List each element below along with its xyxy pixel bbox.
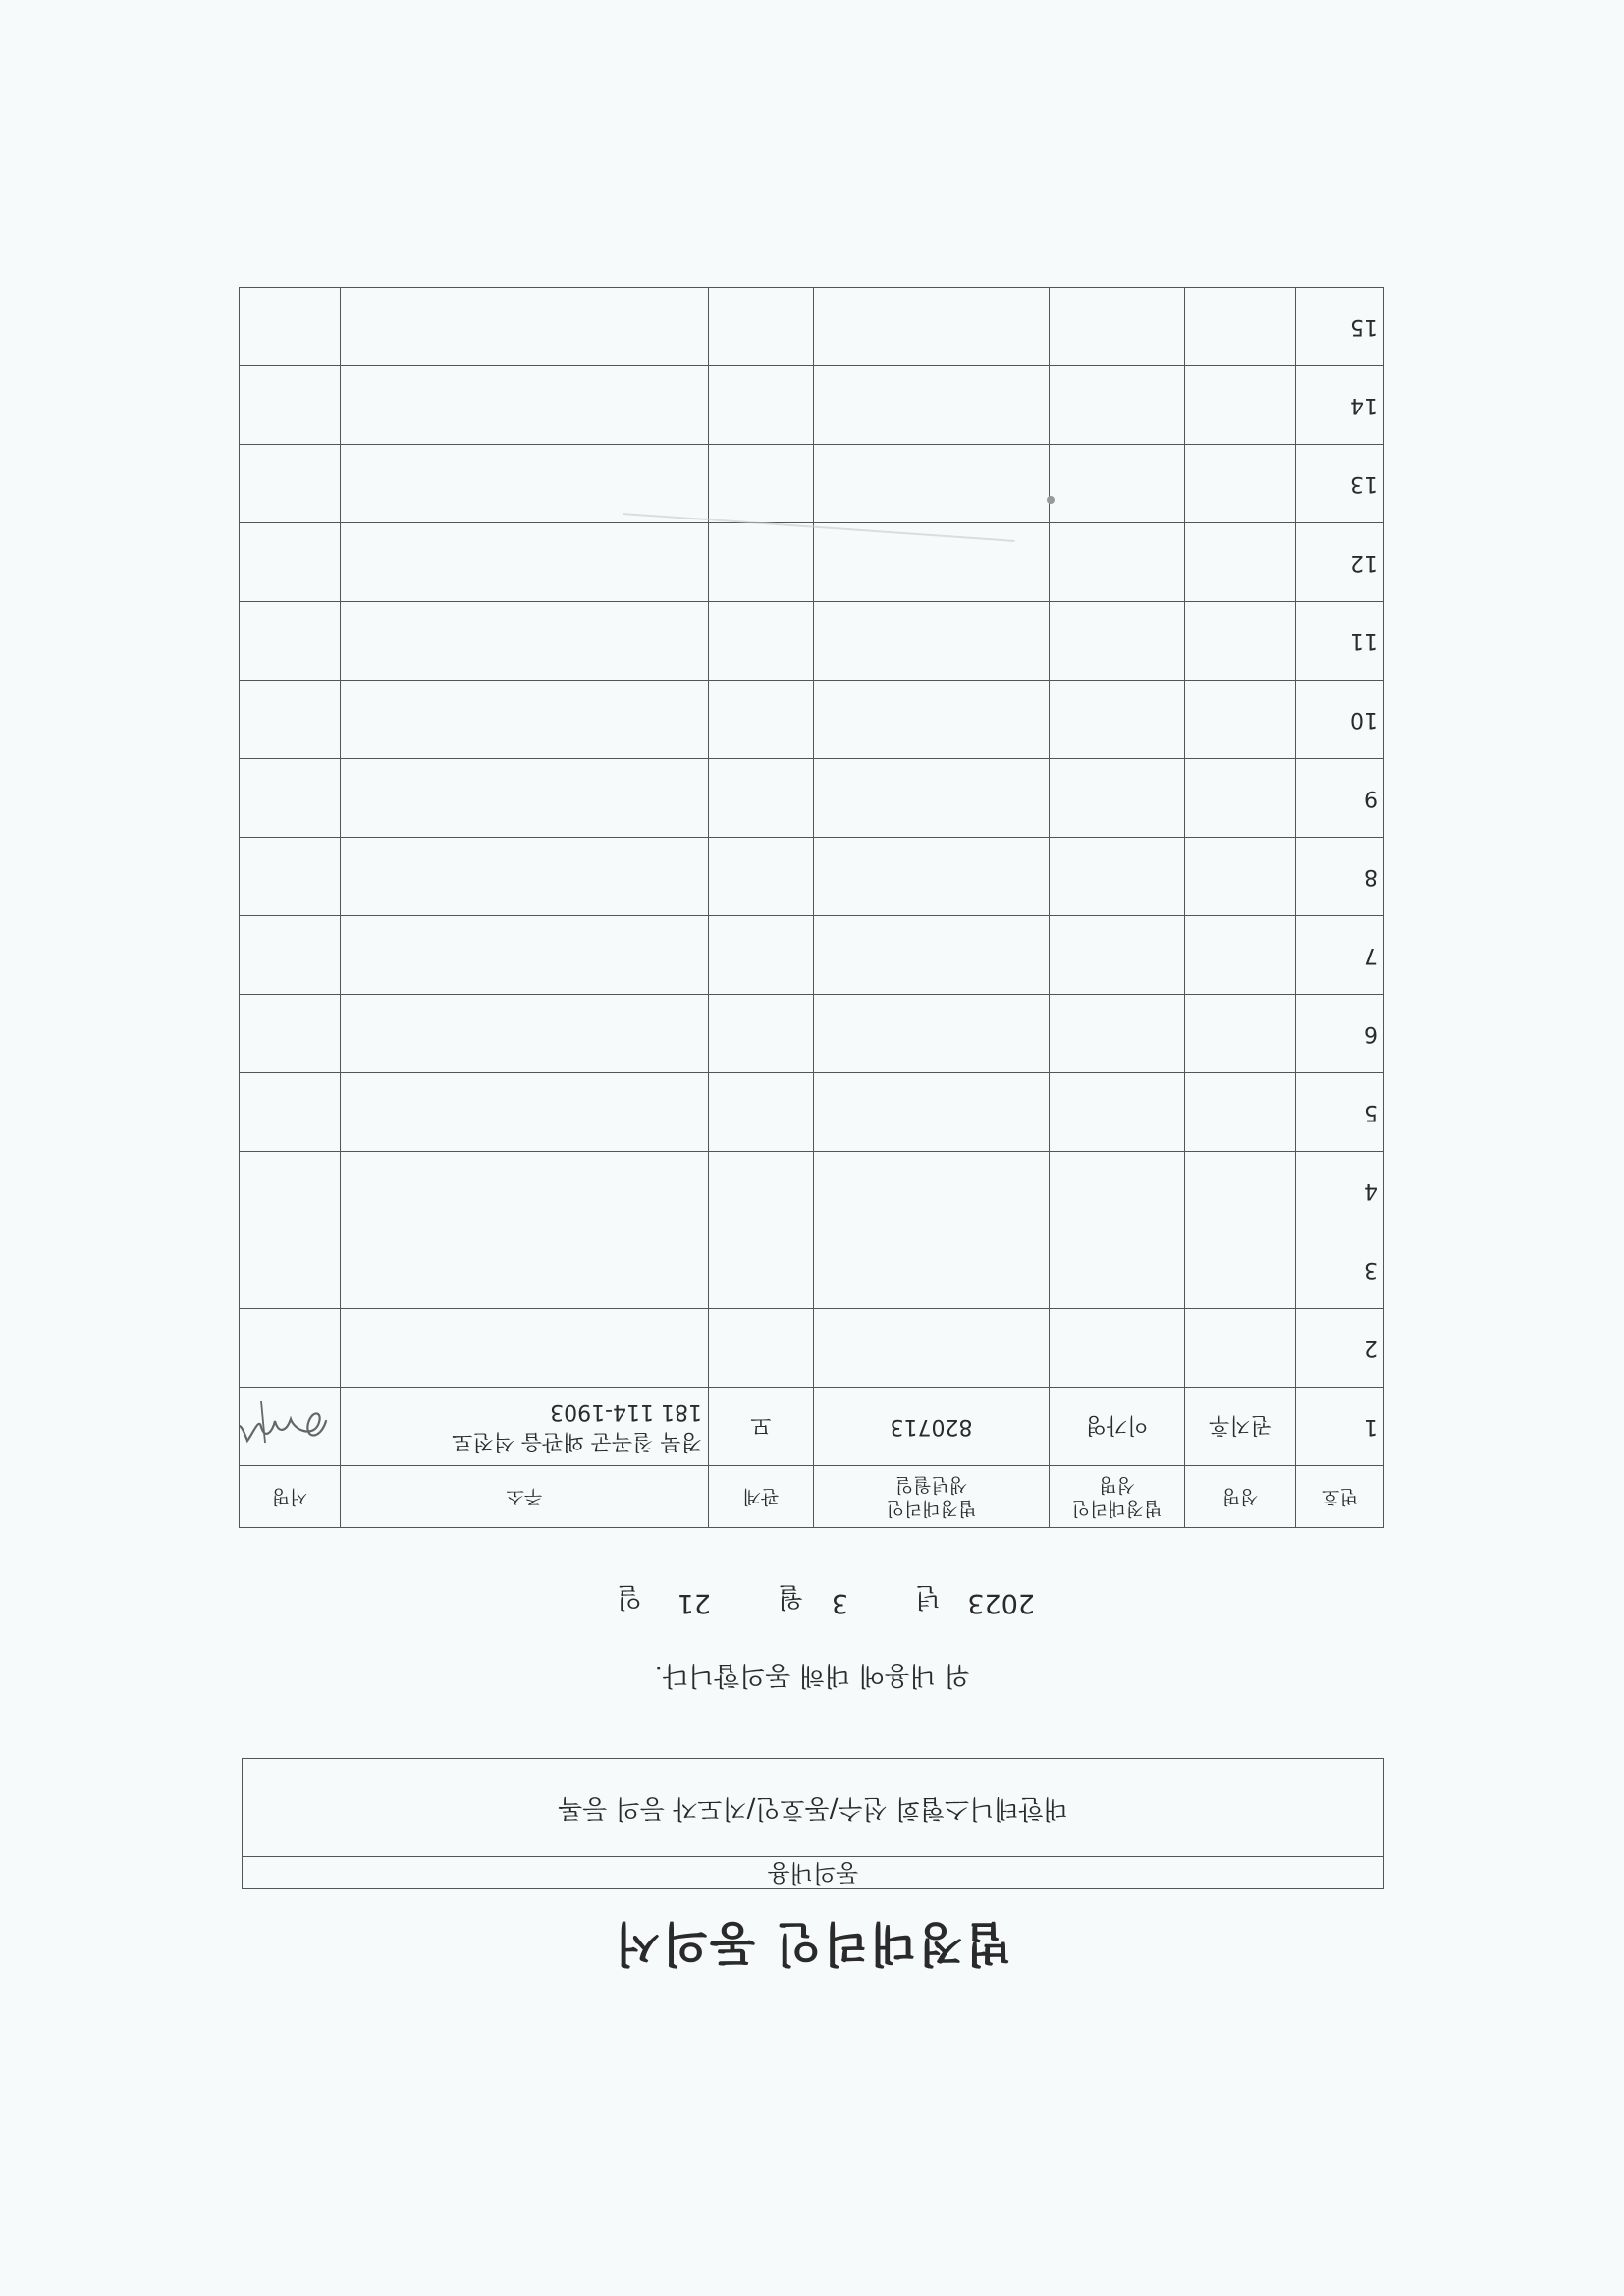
cell-relation (709, 995, 814, 1073)
cell-name (1185, 366, 1296, 445)
cell-address (341, 838, 709, 916)
cell-guardian-birth (814, 1073, 1050, 1152)
cell-signature (240, 995, 341, 1073)
cell-name (1185, 838, 1296, 916)
cell-no: 10 (1296, 681, 1384, 759)
table-row (240, 445, 1384, 523)
cell-address (341, 523, 709, 602)
consent-body: 대한테니스협회 선수/동호인/지도자 등의 등록 (558, 1793, 1068, 1823)
header-relation: 관계 (709, 1466, 814, 1528)
date-year-unit: 년 (914, 1581, 941, 1612)
cell-name (1185, 602, 1296, 681)
cell-signature (240, 366, 341, 445)
cell-guardian-name (1050, 838, 1185, 916)
cell-name (1185, 759, 1296, 838)
date-line (485, 1579, 1035, 1618)
header-guardian-name: 법정대리인 성명 (1050, 1466, 1185, 1528)
cell-relation (709, 445, 814, 523)
cell-name (1185, 995, 1296, 1073)
cell-guardian-name (1050, 523, 1185, 602)
cell-guardian-name (1050, 1073, 1185, 1152)
cell-guardian-birth (814, 995, 1050, 1073)
cell-guardian-name (1050, 1230, 1185, 1309)
cell-relation (709, 1230, 814, 1309)
cell-relation: 모 (709, 1388, 814, 1466)
cell-relation (709, 838, 814, 916)
cell-guardian-name (1050, 366, 1185, 445)
table-row (240, 1230, 1384, 1309)
cell-address (341, 1309, 709, 1388)
cell-no: 3 (1296, 1230, 1384, 1309)
cell-guardian-birth: 820713 (814, 1388, 1050, 1466)
cell-no: 8 (1296, 838, 1384, 916)
consent-box (242, 1758, 1384, 1889)
cell-address (341, 681, 709, 759)
cell-no: 1 (1296, 1388, 1384, 1466)
cell-signature (240, 1388, 341, 1466)
header-signature: 서명 (240, 1466, 341, 1528)
cell-relation (709, 759, 814, 838)
cell-signature (240, 916, 341, 995)
cell-guardian-birth (814, 445, 1050, 523)
table-row (240, 1388, 1384, 1466)
cell-address (341, 1152, 709, 1230)
cell-no: 9 (1296, 759, 1384, 838)
cell-address (341, 288, 709, 366)
table-row (240, 1309, 1384, 1388)
cell-guardian-birth (814, 288, 1050, 366)
cell-guardian-name (1050, 995, 1185, 1073)
cell-name: 권지후 (1185, 1388, 1296, 1466)
cell-relation (709, 366, 814, 445)
cell-signature (240, 681, 341, 759)
cell-guardian-birth (814, 1230, 1050, 1309)
consent-header: 동의내용 (243, 1856, 1383, 1888)
cell-guardian-name (1050, 288, 1185, 366)
cell-relation (709, 681, 814, 759)
table-row (240, 288, 1384, 366)
cell-relation (709, 1309, 814, 1388)
cell-name (1185, 288, 1296, 366)
cell-name (1185, 1309, 1296, 1388)
cell-no: 4 (1296, 1152, 1384, 1230)
cell-guardian-name (1050, 1152, 1185, 1230)
cell-address (341, 1388, 709, 1466)
cell-guardian-name (1050, 602, 1185, 681)
cell-guardian-birth (814, 366, 1050, 445)
cell-address (341, 916, 709, 995)
cell-no: 7 (1296, 916, 1384, 995)
cell-no: 2 (1296, 1309, 1384, 1388)
table-row (240, 681, 1384, 759)
cell-guardian-name (1050, 681, 1185, 759)
cell-name (1185, 916, 1296, 995)
cell-name (1185, 1073, 1296, 1152)
cell-signature (240, 523, 341, 602)
header-no: 번호 (1296, 1466, 1384, 1528)
agree-statement: 위 내용에 대해 동의합니다. (654, 1660, 970, 1690)
date-year: 2023 (967, 1588, 1035, 1618)
cell-signature (240, 759, 341, 838)
cell-signature (240, 1073, 341, 1152)
cell-guardian-name (1050, 445, 1185, 523)
cell-no: 13 (1296, 445, 1384, 523)
table-row (240, 1073, 1384, 1152)
cell-name (1185, 523, 1296, 602)
cell-guardian-birth (814, 1309, 1050, 1388)
cell-address (341, 1073, 709, 1152)
cell-guardian-name: 이가영 (1050, 1388, 1185, 1466)
cell-no: 14 (1296, 366, 1384, 445)
cell-no: 11 (1296, 602, 1384, 681)
cell-name (1185, 1230, 1296, 1309)
table-row (240, 366, 1384, 445)
cell-signature (240, 1230, 341, 1309)
cell-signature (240, 602, 341, 681)
cell-guardian-birth (814, 838, 1050, 916)
cell-signature (240, 1309, 341, 1388)
cell-signature (240, 1152, 341, 1230)
cell-no: 12 (1296, 523, 1384, 602)
cell-guardian-name (1050, 1309, 1185, 1388)
cell-name (1185, 445, 1296, 523)
cell-guardian-birth (814, 681, 1050, 759)
cell-guardian-name (1050, 916, 1185, 995)
table-row (240, 523, 1384, 602)
date-day: 21 (677, 1588, 711, 1618)
cell-no: 6 (1296, 995, 1384, 1073)
scan-dot (1047, 496, 1055, 504)
cell-guardian-birth (814, 916, 1050, 995)
cell-address (341, 445, 709, 523)
cell-address (341, 759, 709, 838)
date-day-unit: 일 (616, 1581, 642, 1612)
header-address: 주소 (341, 1466, 709, 1528)
cell-relation (709, 1073, 814, 1152)
cell-no: 5 (1296, 1073, 1384, 1152)
cell-relation (709, 288, 814, 366)
cell-address (341, 602, 709, 681)
cell-relation (709, 1152, 814, 1230)
header-guardian-birth: 법정대리인 생년월일 (814, 1466, 1050, 1528)
address-line-1: 경북 칠곡군 왜관읍 석전로 (452, 1429, 702, 1454)
cell-signature (240, 288, 341, 366)
table-row (240, 602, 1384, 681)
date-month: 3 (831, 1588, 848, 1618)
cell-signature (240, 445, 341, 523)
cell-relation (709, 602, 814, 681)
cell-relation (709, 523, 814, 602)
cell-name (1185, 681, 1296, 759)
cell-guardian-name (1050, 759, 1185, 838)
handwritten-signature-icon (240, 1393, 335, 1461)
cell-guardian-birth (814, 759, 1050, 838)
table-row (240, 995, 1384, 1073)
cell-name (1185, 1152, 1296, 1230)
cell-relation (709, 916, 814, 995)
table-row (240, 759, 1384, 838)
cell-guardian-birth (814, 1152, 1050, 1230)
cell-signature (240, 838, 341, 916)
header-name: 성명 (1185, 1466, 1296, 1528)
cell-no: 15 (1296, 288, 1384, 366)
cell-address (341, 1230, 709, 1309)
table-header-row (240, 1466, 1384, 1528)
cell-address (341, 366, 709, 445)
guardian-table (239, 287, 1384, 1528)
date-month-unit: 월 (777, 1581, 803, 1612)
table-row (240, 916, 1384, 995)
document-title: 법정대리인 동의서 (613, 1916, 1011, 1971)
address-line-2: 181 114-1903 (550, 1399, 702, 1425)
cell-address (341, 995, 709, 1073)
table-row (240, 1152, 1384, 1230)
cell-guardian-birth (814, 602, 1050, 681)
table-row (240, 838, 1384, 916)
